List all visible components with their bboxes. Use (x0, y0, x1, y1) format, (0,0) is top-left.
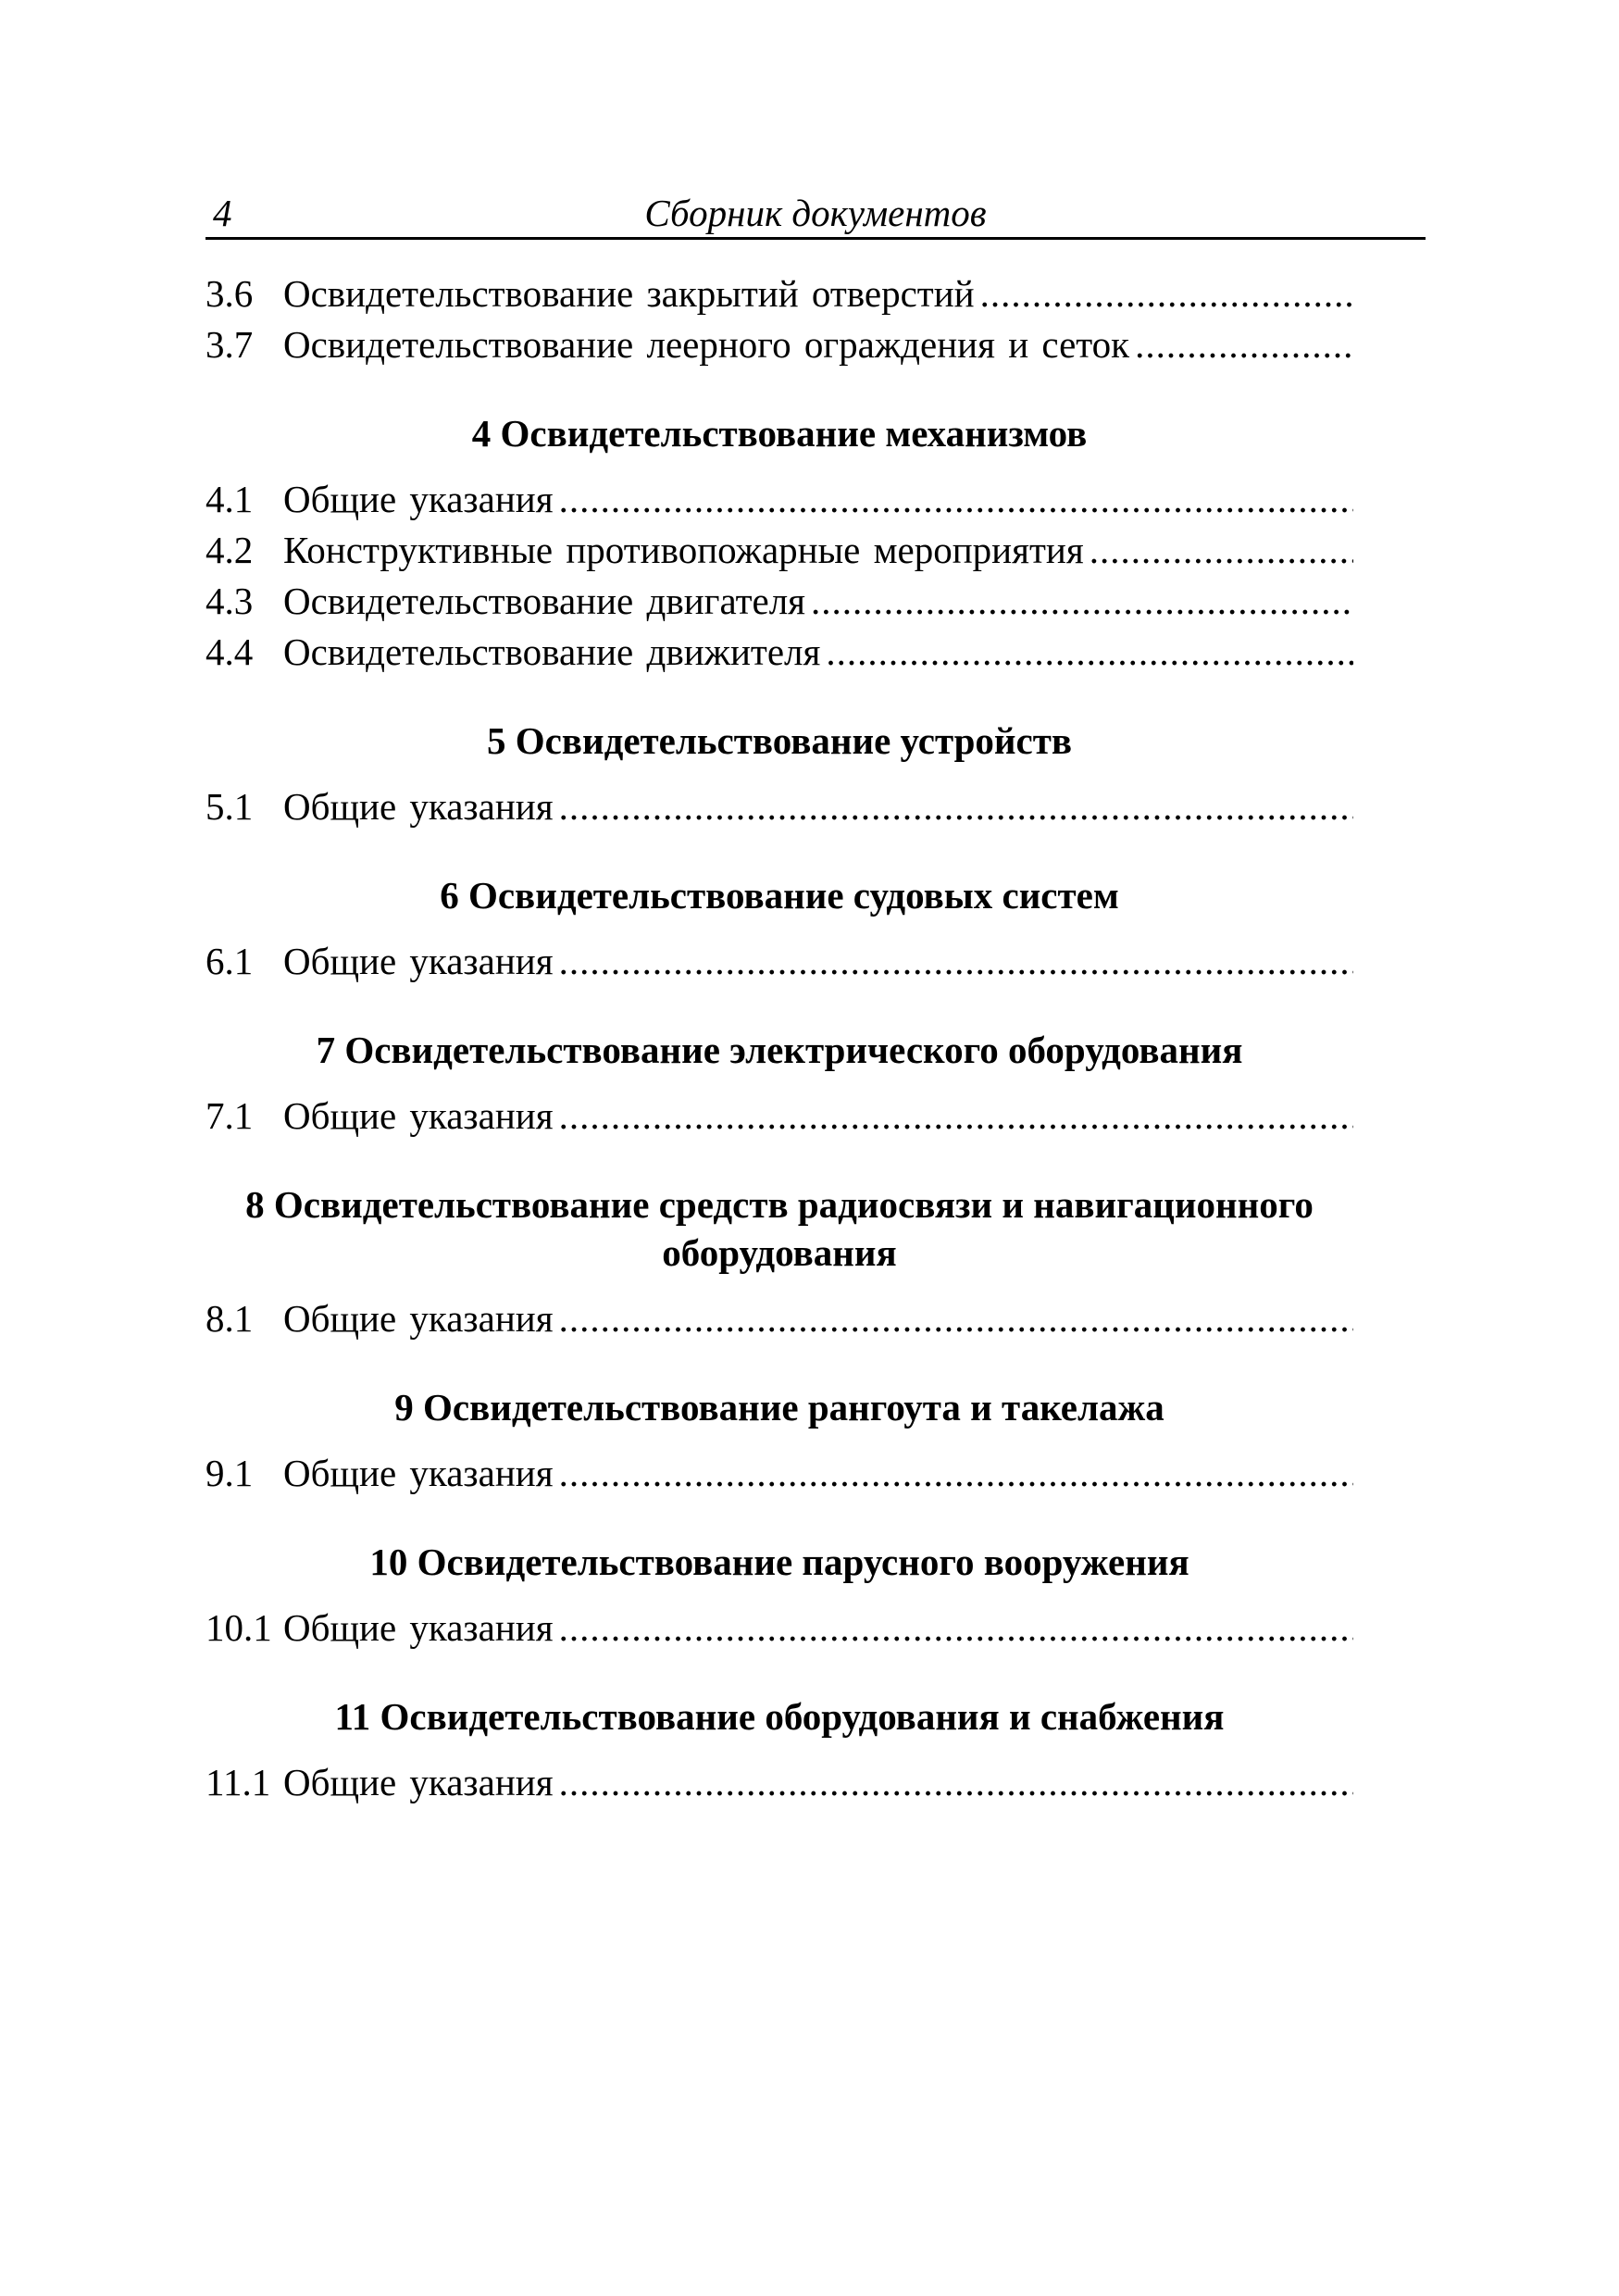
dot-leader (1135, 319, 1353, 370)
dot-leader (1090, 525, 1353, 576)
toc-entry-title: Освидетельствование движителя (283, 630, 821, 673)
toc-entry-number: 4.1 (205, 478, 254, 520)
toc-entry[interactable] (205, 474, 1353, 525)
toc-entry[interactable] (205, 268, 1353, 319)
toc-entry-title: Общие указания (283, 785, 554, 828)
toc-entry-title: Общие указания (283, 1094, 554, 1137)
toc-entry[interactable] (205, 936, 1353, 987)
toc-entry-number: 5.1 (205, 785, 254, 828)
dot-leader (826, 627, 1353, 678)
dot-leader (559, 1091, 1353, 1142)
section-heading: 7 Освидетельствование электрического оборудования (316, 1029, 1243, 1071)
page-number: 4 (213, 192, 232, 234)
section-heading: 8 Освидетельствование средств радиосвязи и навигационного оборудования (245, 1183, 1314, 1274)
page-header (205, 181, 1426, 240)
dot-leader (980, 268, 1353, 319)
toc-entry-title: Конструктивные противопожарные мероприятия (283, 529, 1084, 571)
toc-entry-title: Освидетельствование закрытий отверстий (283, 272, 975, 315)
dot-leader (559, 474, 1353, 525)
toc-entry-number: 4.3 (205, 580, 254, 622)
dot-leader (559, 1757, 1353, 1808)
section-heading: 5 Освидетельствование устройств (486, 719, 1073, 762)
toc-entry-number: 10.1 (205, 1606, 272, 1649)
toc-entry-title: Общие указания (283, 1606, 554, 1649)
dot-leader (811, 576, 1353, 627)
toc-entry-number: 3.6 (205, 272, 254, 315)
dot-leader (559, 1448, 1353, 1499)
toc-entry-number: 4.4 (205, 630, 254, 673)
dot-leader (559, 1293, 1353, 1344)
section-heading: 4 Освидетельствование механизмов (471, 412, 1088, 455)
toc-entry-number: 11.1 (205, 1761, 271, 1803)
toc-entry-number: 8.1 (205, 1297, 254, 1340)
dot-leader (559, 936, 1353, 987)
toc-entry-title: Общие указания (283, 478, 554, 520)
running-title: Сборник документов (644, 192, 987, 234)
toc-entry[interactable] (205, 1603, 1353, 1653)
toc-entry-title: Общие указания (283, 1297, 554, 1340)
toc-entry[interactable] (205, 1293, 1353, 1344)
toc-entry[interactable] (205, 1757, 1353, 1808)
toc-entry[interactable] (205, 319, 1353, 370)
dot-leader (559, 781, 1353, 832)
toc-entry-number: 3.7 (205, 323, 254, 366)
section-heading: 11 Освидетельствование оборудования и снабжения (334, 1695, 1225, 1738)
toc-entry[interactable] (205, 525, 1353, 576)
dot-leader (559, 1603, 1353, 1653)
section-heading: 6 Освидетельствование судовых систем (440, 874, 1119, 917)
toc-entry[interactable] (205, 627, 1353, 678)
toc-entry[interactable] (205, 1091, 1353, 1142)
toc-entry-title: Общие указания (283, 1452, 554, 1494)
toc-entry-number: 6.1 (205, 940, 254, 982)
toc-entry-title: Общие указания (283, 1761, 554, 1803)
toc-entry-number: 9.1 (205, 1452, 254, 1494)
toc-entry-title: Освидетельствование двигателя (283, 580, 806, 622)
toc-entry[interactable] (205, 576, 1353, 627)
toc-entry-title: Освидетельствование леерного ограждения и сеток (283, 323, 1130, 366)
toc-entry[interactable] (205, 781, 1353, 832)
toc-entry-number: 7.1 (205, 1094, 254, 1137)
section-heading: 10 Освидетельствование парусного вооружения (369, 1541, 1189, 1583)
toc-entry-title: Общие указания (283, 940, 554, 982)
table-of-contents (205, 268, 1353, 1808)
section-heading: 9 Освидетельствование рангоута и такелажа (394, 1386, 1164, 1429)
toc-entry[interactable] (205, 1448, 1353, 1499)
toc-entry-number: 4.2 (205, 529, 254, 571)
